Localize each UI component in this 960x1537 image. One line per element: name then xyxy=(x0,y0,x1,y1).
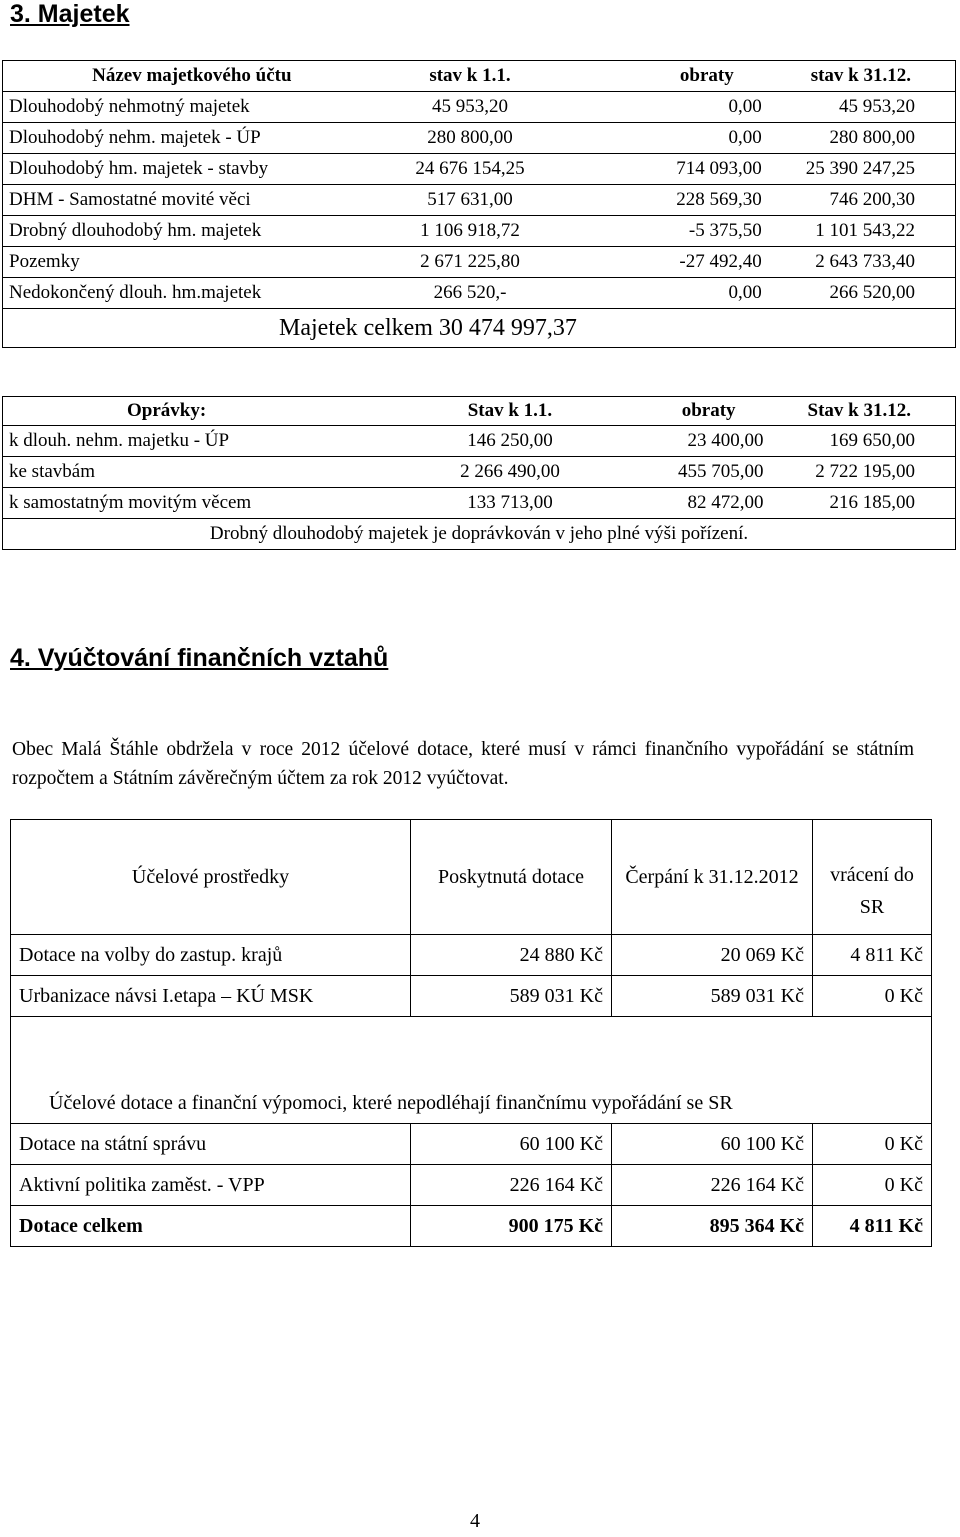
end-balance: 216 185,00 xyxy=(802,488,956,519)
subsidy-name: Urbanizace návsi I.etapa – KÚ MSK xyxy=(11,976,411,1017)
returned-amount: 0 Kč xyxy=(813,976,932,1017)
granted-amount: 589 031 Kč xyxy=(411,976,612,1017)
total-label: Dotace celkem xyxy=(11,1206,411,1247)
total-granted: 900 175 Kč xyxy=(411,1206,612,1247)
assets-total-row xyxy=(3,309,956,348)
table-row xyxy=(3,123,956,154)
start-balance: 45 953,20 xyxy=(381,92,560,123)
header-start-balance: Stav k 1.1. xyxy=(467,400,553,421)
drawn-amount: 226 164 Kč xyxy=(612,1165,813,1206)
start-balance: 280 800,00 xyxy=(381,123,560,154)
account-name: Drobný dlouhodobý hm. majetek xyxy=(3,216,381,247)
subsidy-total-row xyxy=(11,1206,932,1247)
header-drawn: Čerpání k 31.12.2012 xyxy=(612,820,813,935)
end-balance: 45 953,20 xyxy=(800,92,956,123)
subsidy-name: Aktivní politika zaměst. - VPP xyxy=(11,1165,411,1206)
drawn-amount: 589 031 Kč xyxy=(612,976,813,1017)
spacer-cell xyxy=(11,1017,932,1084)
end-balance: 25 390 247,25 xyxy=(800,154,956,185)
table-row xyxy=(3,185,956,216)
section-4-heading: 4. Vyúčtování finančních vztahů xyxy=(10,644,389,672)
intro-paragraph: Obec Malá Štáhle obdržela v roce 2012 účelové dotace, které musí v rámci finančního vypořádání se státním rozpočtem a Státním závěrečným účtem za rok 2012 vyúčtovat. xyxy=(12,739,914,789)
table-row xyxy=(11,1165,932,1206)
start-balance: 146 250,00 xyxy=(430,426,591,457)
table-row xyxy=(3,457,956,488)
account-name: Pozemky xyxy=(3,247,381,278)
end-balance: 746 200,30 xyxy=(800,185,956,216)
total-drawn: 895 364 Kč xyxy=(612,1206,813,1247)
subsidy-name: Dotace na státní správu xyxy=(11,1124,411,1165)
page-number: 4 xyxy=(470,1510,480,1532)
section-3-heading: 3. Majetek xyxy=(10,0,130,28)
turnover: 23 400,00 xyxy=(590,426,801,457)
start-balance: 24 676 154,25 xyxy=(381,154,560,185)
subsidy-name: Dotace na volby do zastup. krajů xyxy=(11,935,411,976)
header-turnover: obraty xyxy=(679,65,734,86)
depreciation-name: k dlouh. nehm. majetku - ÚP xyxy=(3,426,430,457)
turnover: 0,00 xyxy=(559,278,799,309)
subheading-row xyxy=(11,1083,932,1124)
spacer-row xyxy=(11,1017,932,1084)
end-balance: 2 643 733,40 xyxy=(800,247,956,278)
end-balance: 280 800,00 xyxy=(800,123,956,154)
table-header-row xyxy=(11,820,932,935)
turnover: -5 375,50 xyxy=(559,216,799,247)
turnover: 714 093,00 xyxy=(559,154,799,185)
account-name: DHM - Samostatné movité věci xyxy=(3,185,381,216)
end-balance: 266 520,00 xyxy=(800,278,956,309)
drawn-amount: 20 069 Kč xyxy=(612,935,813,976)
header-depreciation: Oprávky: xyxy=(127,400,207,421)
table-row xyxy=(11,935,932,976)
asset-table xyxy=(2,60,956,348)
end-balance: 2 722 195,00 xyxy=(802,457,956,488)
depreciation-note: Drobný dlouhodobý majetek je doprávkován v jeho plné výši pořízení. xyxy=(3,519,956,550)
account-name: Nedokončený dlouh. hm.majetek xyxy=(3,278,381,309)
returned-amount: 4 811 Kč xyxy=(813,935,932,976)
depreciation-name: k samostatným movitým věcem xyxy=(3,488,430,519)
table-row xyxy=(3,154,956,185)
turnover: 455 705,00 xyxy=(590,457,801,488)
turnover: 0,00 xyxy=(559,92,799,123)
start-balance: 2 671 225,80 xyxy=(381,247,560,278)
table-header-row xyxy=(3,397,956,426)
header-end-balance: stav k 31.12. xyxy=(810,65,911,86)
table-row xyxy=(3,278,956,309)
returned-amount: 0 Kč xyxy=(813,1165,932,1206)
table-row xyxy=(3,216,956,247)
table-row xyxy=(11,1124,932,1165)
header-account-name: Název majetkového účtu xyxy=(92,65,292,86)
header-start-balance: stav k 1.1. xyxy=(429,65,511,86)
depreciation-name: ke stavbám xyxy=(3,457,430,488)
turnover: -27 492,40 xyxy=(559,247,799,278)
depreciation-note-row xyxy=(3,519,956,550)
granted-amount: 60 100 Kč xyxy=(411,1124,612,1165)
turnover: 228 569,30 xyxy=(559,185,799,216)
table-row xyxy=(3,247,956,278)
header-purpose: Účelové prostředky xyxy=(11,820,411,935)
header-turnover: obraty xyxy=(681,400,736,421)
start-balance: 266 520,- xyxy=(381,278,560,309)
assets-total: Majetek celkem 30 474 997,37 xyxy=(3,309,956,348)
start-balance: 1 106 918,72 xyxy=(381,216,560,247)
turnover: 82 472,00 xyxy=(590,488,801,519)
header-granted: Poskytnutá dotace xyxy=(411,820,612,935)
end-balance: 169 650,00 xyxy=(802,426,956,457)
drawn-amount: 60 100 Kč xyxy=(612,1124,813,1165)
table-row xyxy=(11,976,932,1017)
granted-amount: 24 880 Kč xyxy=(411,935,612,976)
table-row xyxy=(3,488,956,519)
header-returned: vrácení do SR xyxy=(813,820,932,935)
returned-amount: 0 Kč xyxy=(813,1124,932,1165)
subheading: Účelové dotace a finanční výpomoci, které nepodléhají finančnímu vypořádání se SR xyxy=(11,1083,932,1124)
start-balance: 2 266 490,00 xyxy=(430,457,591,488)
header-end-balance: Stav k 31.12. xyxy=(807,400,911,421)
account-name: Dlouhodobý nehm. majetek - ÚP xyxy=(3,123,381,154)
account-name: Dlouhodobý nehmotný majetek xyxy=(3,92,381,123)
account-name: Dlouhodobý hm. majetek - stavby xyxy=(3,154,381,185)
start-balance: 133 713,00 xyxy=(430,488,591,519)
depreciation-table xyxy=(2,396,956,550)
start-balance: 517 631,00 xyxy=(381,185,560,216)
subsidy-table xyxy=(10,819,932,1247)
granted-amount: 226 164 Kč xyxy=(411,1165,612,1206)
table-row xyxy=(3,92,956,123)
total-returned: 4 811 Kč xyxy=(813,1206,932,1247)
table-header-row xyxy=(3,61,956,92)
turnover: 0,00 xyxy=(559,123,799,154)
end-balance: 1 101 543,22 xyxy=(800,216,956,247)
table-row xyxy=(3,426,956,457)
